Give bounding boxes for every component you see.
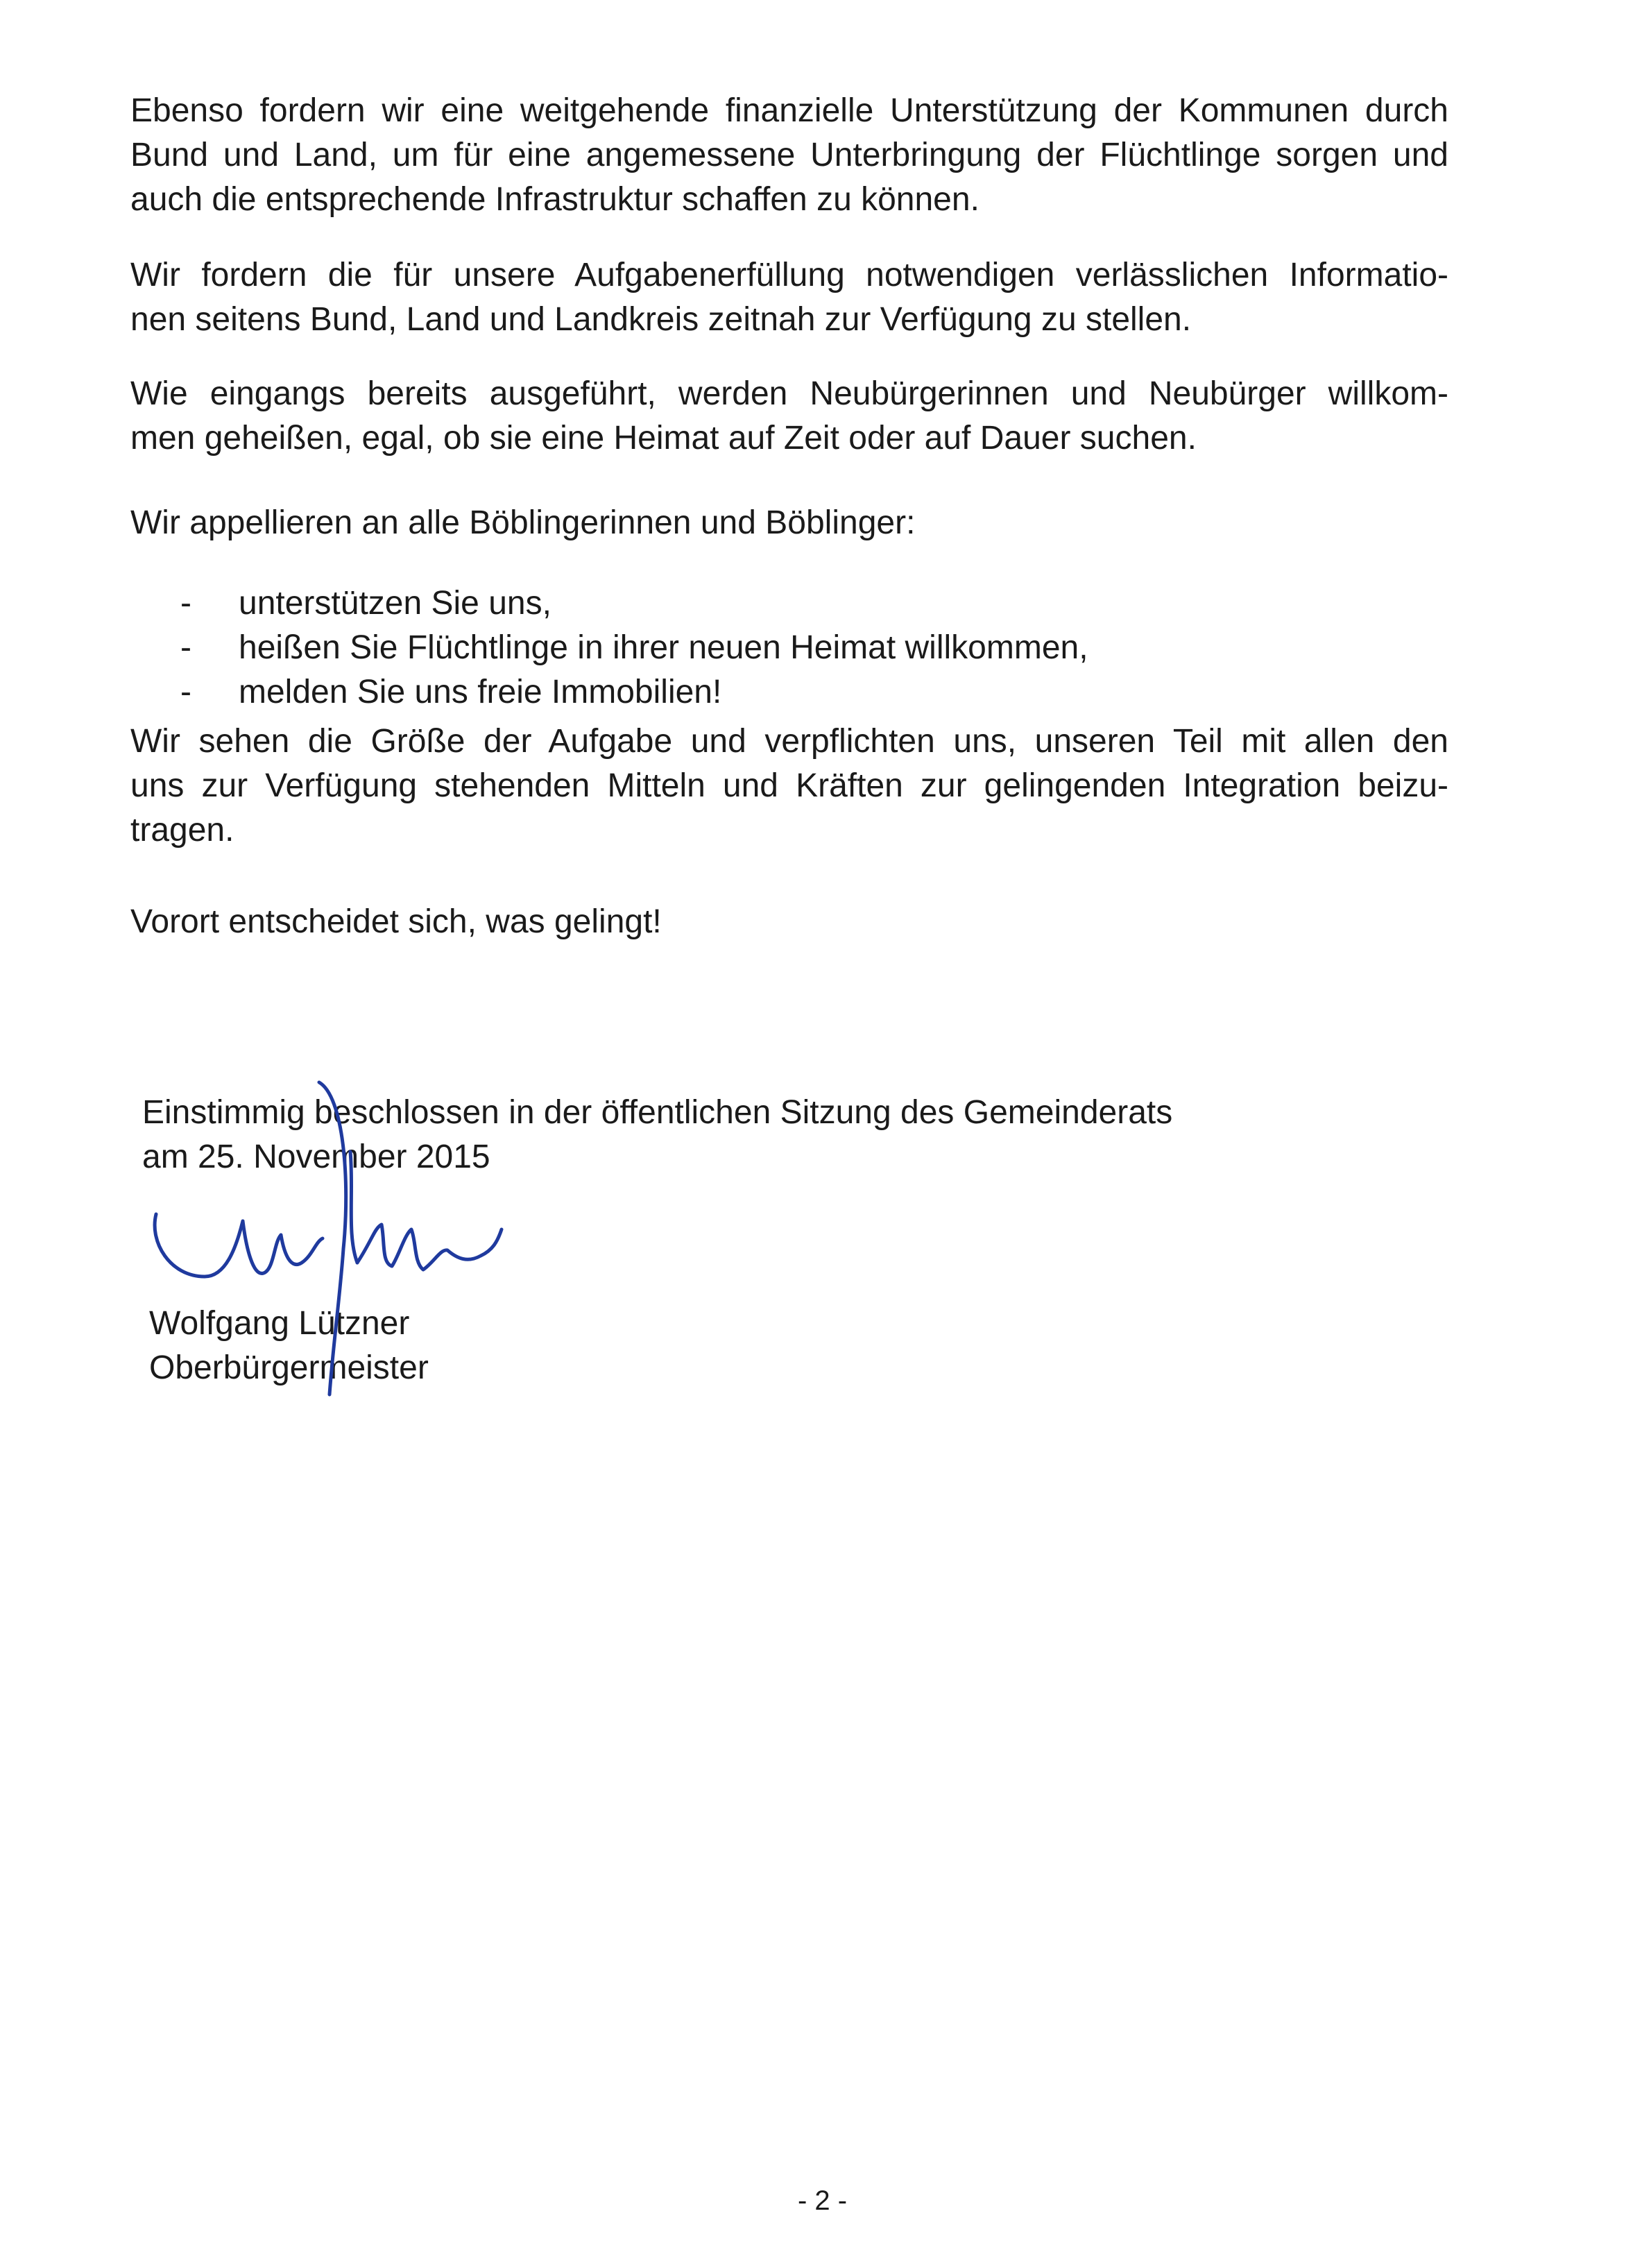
paragraph-motto [130,900,1448,944]
bullet-dash: - [180,629,191,666]
text-line: men geheißen, egal, ob sie eine Heimat auf Zeit oder auf Dauer suchen. [130,420,1197,457]
list-item [180,626,1290,670]
paragraph-commitment [130,719,1448,853]
list-item [180,670,1290,715]
text-line: am 25. November 2015 [142,1139,490,1175]
text-line: Wir fordern die für unsere Aufgabenerfüllung notwendigen verlässlichen Informatio- [130,257,1448,293]
bullet-dash: - [180,674,191,710]
paragraph-information [130,253,1448,342]
bullet-dash: - [180,585,191,622]
text-line: Wir appellieren an alle Böblingerinnen und Böblinger: [130,504,916,541]
appeal-list [180,581,1290,715]
signatory-name: Wolfgang Lützner [149,1305,410,1342]
text-line: Ebenso fordern wir eine weitgehende finanzielle Unterstützung der Kommunen durch [130,92,1448,129]
handwritten-signature [142,1068,600,1408]
paragraph-welcome [130,372,1448,461]
text-line: Wir sehen die Größe der Aufgabe und verpflichten uns, unseren Teil mit allen den [130,723,1448,760]
text-line: tragen. [130,812,234,849]
list-item-text: melden Sie uns freie Immobilien! [239,674,722,710]
text-line: Einstimmig beschlossen in der öffentlichen Sitzung des Gemeinderats [142,1094,1173,1131]
list-item [180,581,1290,626]
text-line: uns zur Verfügung stehenden Mitteln und Kräften zur gelingenden Integration beizu- [130,767,1448,804]
list-item-text: unterstützen Sie uns, [239,585,551,622]
paragraph-appeal [130,501,1448,545]
text-line: nen seitens Bund, Land und Landkreis zeitnah zur Verfügung zu stellen. [130,301,1192,338]
signatory-title: Oberbürgermeister [149,1349,429,1386]
text-line: auch die entsprechende Infrastruktur schaffen zu können. [130,181,980,218]
list-item-text: heißen Sie Flüchtlinge in ihrer neuen Heimat willkommen, [239,629,1088,666]
text-line: Wie eingangs bereits ausgeführt, werden Neubürgerinnen und Neubürger willkom- [130,375,1448,412]
text-line: Vorort entscheidet sich, was gelingt! [130,903,662,940]
text-line: Bund und Land, um für eine angemessene Unterbringung der Flüchtlinge sorgen und [130,137,1448,173]
paragraph-funding [130,89,1448,222]
page-number: - 2 - [798,2185,848,2216]
